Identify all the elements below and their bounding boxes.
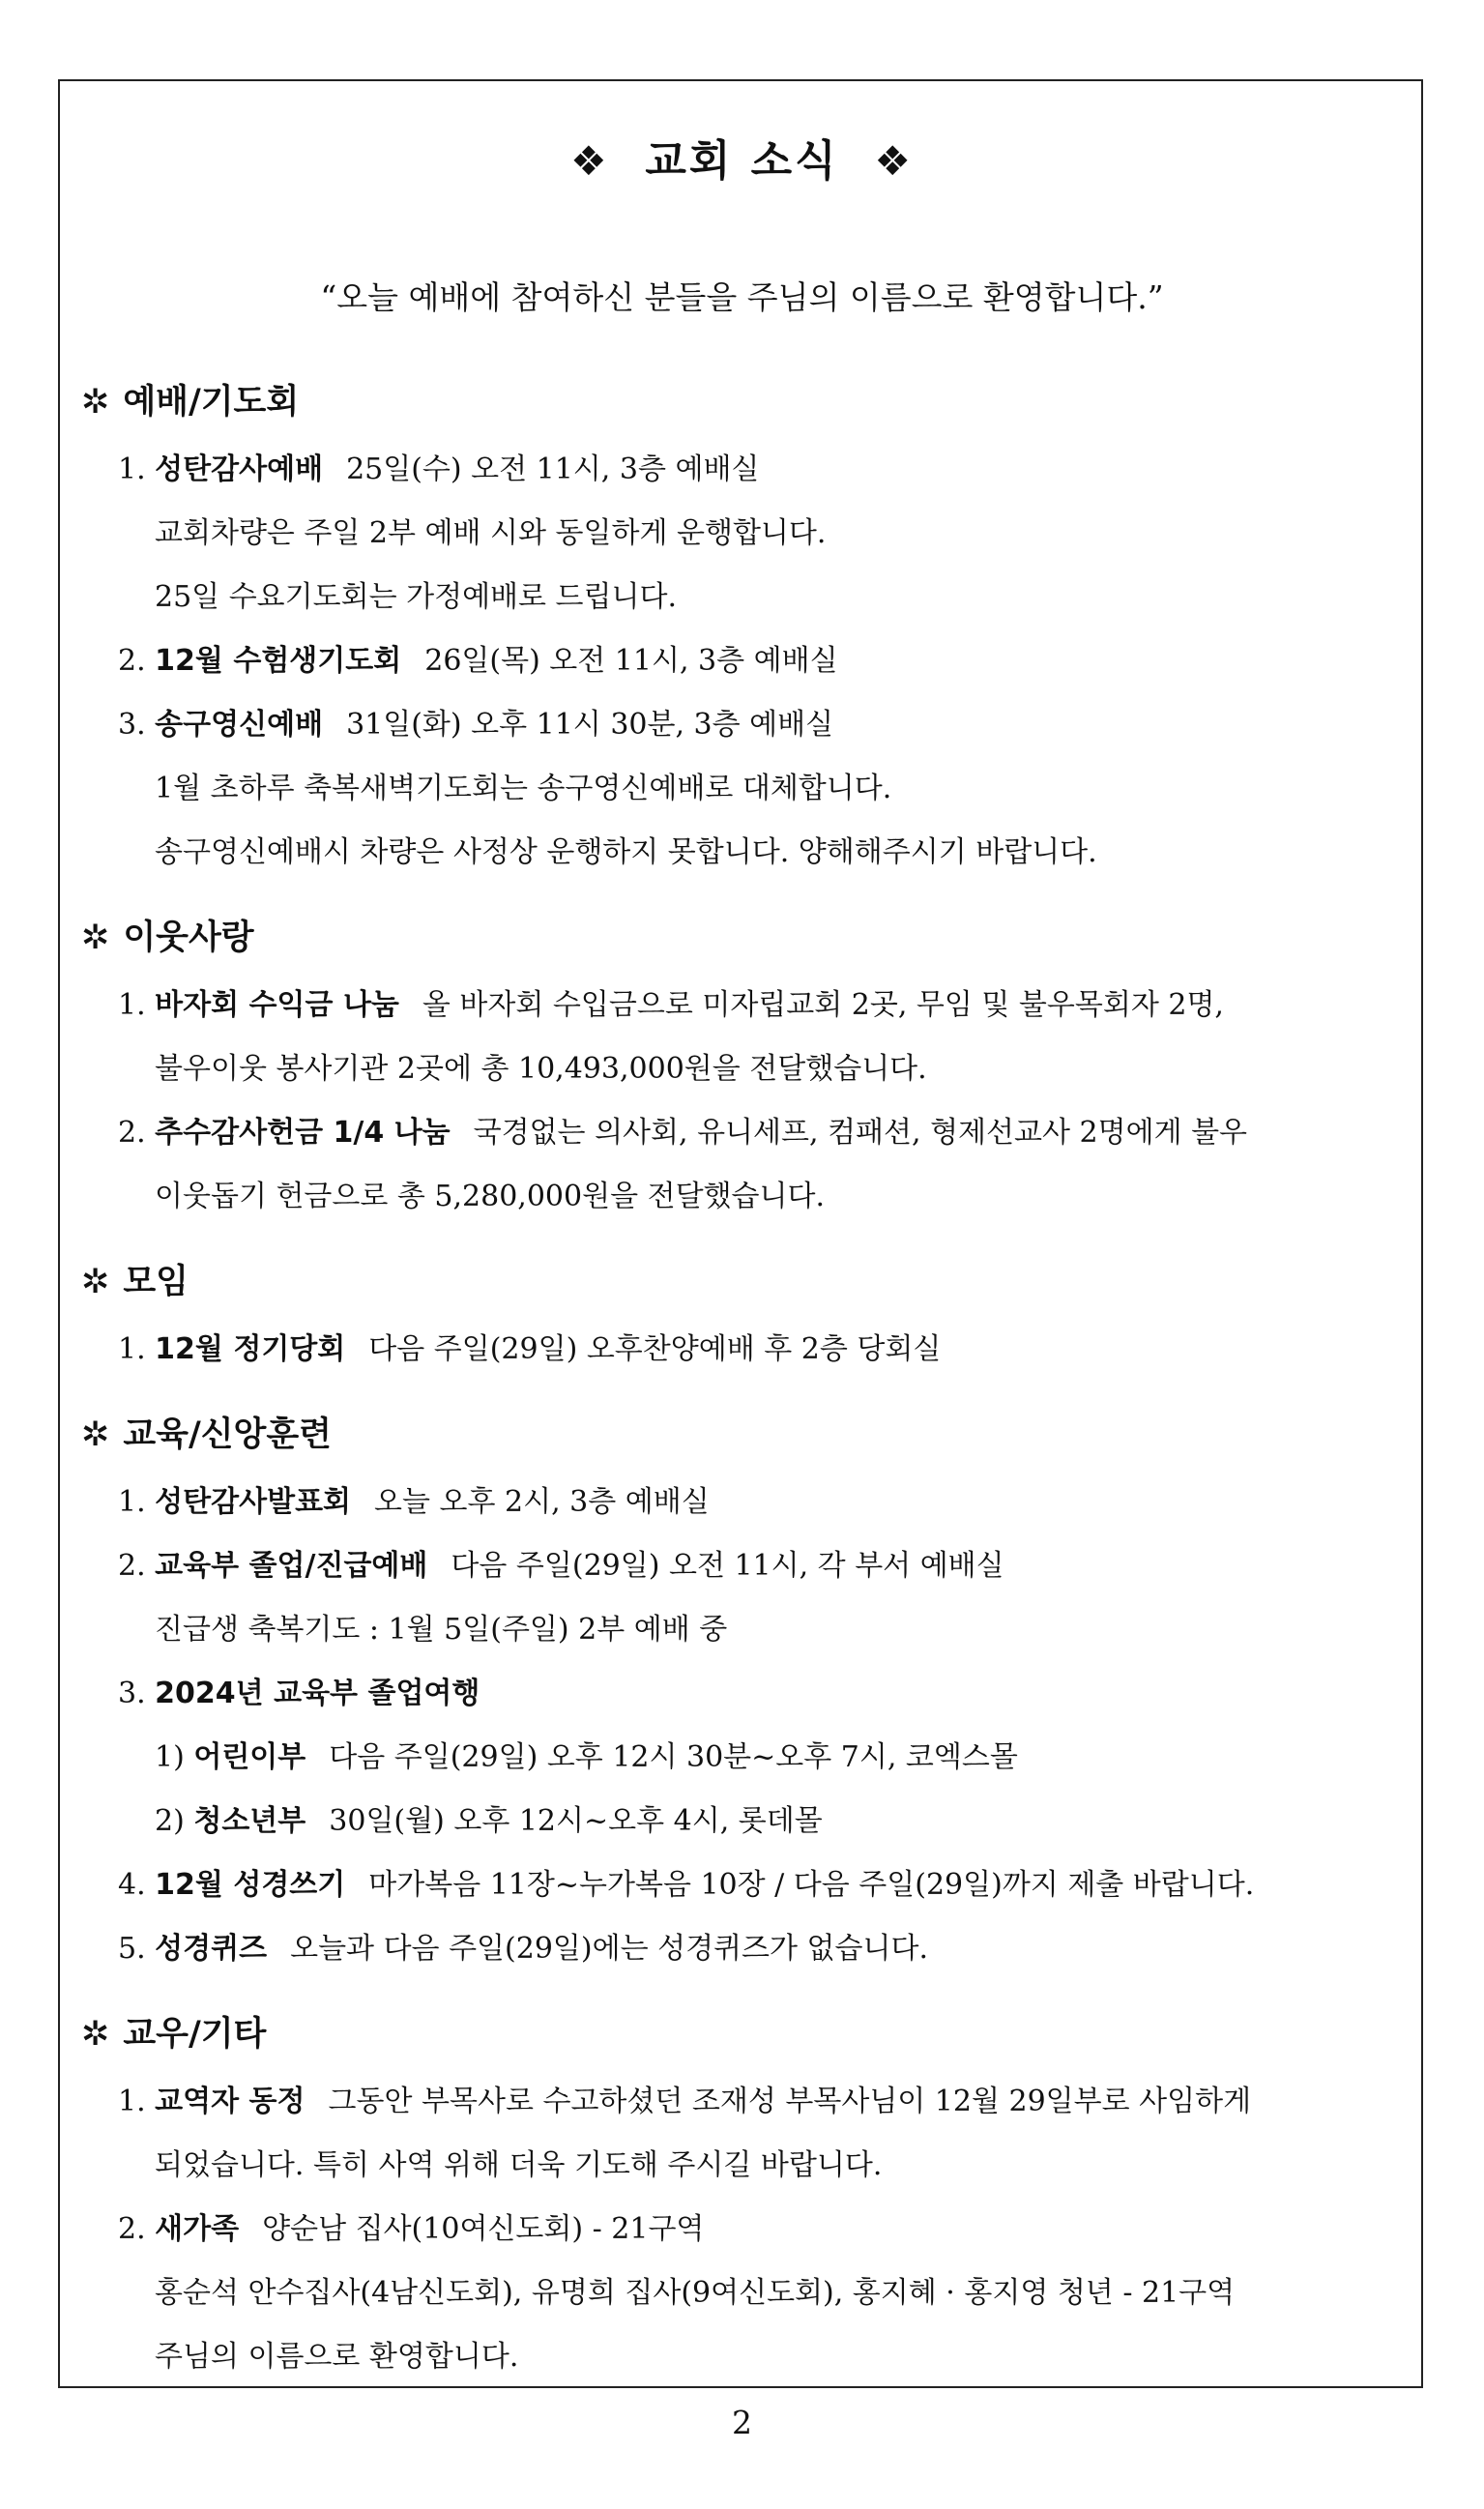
- star-bullet-icon: ✲: [81, 383, 110, 422]
- sub-item: [155, 1733, 1018, 1775]
- sub-item-number: 2): [155, 1804, 185, 1838]
- section-meeting: [81, 1255, 189, 1303]
- star-bullet-icon: ✲: [81, 919, 110, 957]
- item-text: 올 바자회 수입금으로 미자립교회 2곳, 무임 및 불우목회자 2명,: [422, 988, 1224, 1022]
- item-number: 4.: [118, 1868, 146, 1902]
- item-text: 오늘과 다음 주일(29일)에는 성경퀴즈가 없습니다.: [290, 1932, 928, 1966]
- item-text: 26일(목) 오전 11시, 3층 예배실: [424, 644, 838, 678]
- title-text: 교회 소식: [645, 136, 839, 186]
- item-number: 1.: [118, 2085, 146, 2118]
- item-detail: 1월 초하루 축복새벽기도회는 송구영신예배로 대체합니다.: [155, 772, 892, 805]
- item-text: 다음 주일(29일) 오전 11시, 각 부서 예배실: [451, 1549, 1004, 1583]
- item-label: 추수감사헌금 1/4 나눔: [155, 1116, 451, 1150]
- list-item: [118, 445, 759, 487]
- item-label: 새가족: [155, 2212, 240, 2246]
- section-neighbor-love: [81, 911, 254, 959]
- diamond-ornament-icon: ❖: [874, 137, 914, 185]
- item-detail: 진급생 축복기도 : 1월 5일(주일) 2부 예배 중: [155, 1613, 728, 1647]
- diamond-ornament-icon: ❖: [570, 137, 610, 185]
- item-detail: 교회차량은 주일 2부 예배 시와 동일하게 운행합니다.: [155, 516, 827, 550]
- item-label: 성탄감사발표회: [155, 1485, 352, 1519]
- item-number: 3.: [118, 1677, 146, 1710]
- item-label: 12월 성경쓰기: [155, 1868, 346, 1902]
- item-number: 1.: [118, 1332, 146, 1366]
- list-item: [118, 700, 833, 743]
- star-bullet-icon: ✲: [81, 1263, 110, 1301]
- item-detail: 25일 수요기도회는 가정예배로 드립니다.: [155, 580, 677, 614]
- item-label: 송구영신예배: [155, 708, 324, 742]
- item-text: 국경없는 의사회, 유니세프, 컴패션, 형제선교사 2명에게 불우: [473, 1116, 1248, 1150]
- item-number: 1.: [118, 1485, 146, 1519]
- list-item: [118, 980, 1224, 1023]
- page-number: 2: [732, 2404, 752, 2441]
- item-number: 3.: [118, 708, 146, 742]
- sub-item-label: 어린이부: [193, 1740, 306, 1774]
- item-number: 1.: [118, 452, 146, 486]
- section-education: [81, 1408, 332, 1456]
- sub-item: [155, 1796, 823, 1839]
- item-label: 교육부 졸업/진급예배: [155, 1549, 428, 1583]
- page-title: [0, 126, 1484, 188]
- item-text: 오늘 오후 2시, 3층 예배실: [374, 1485, 710, 1519]
- item-number: 2.: [118, 2212, 146, 2246]
- section-title: 교우/기타: [123, 2015, 267, 2054]
- list-item: [118, 2204, 704, 2247]
- list-item: [118, 1325, 941, 1367]
- sub-item-number: 1): [155, 1740, 185, 1774]
- section-title: 교육/신앙훈련: [123, 1415, 332, 1454]
- section-title: 모임: [123, 1263, 189, 1301]
- item-text: 마가복음 11장~누가복음 10장 / 다음 주일(29일)까지 제출 바랍니다.: [368, 1868, 1255, 1902]
- section-title: 이웃사랑: [123, 919, 254, 957]
- list-item: [118, 1108, 1247, 1151]
- item-text: 양순남 집사(10여신도회) - 21구역: [262, 2212, 705, 2246]
- sub-item-text: 30일(월) 오후 12시~오후 4시, 롯데몰: [329, 1804, 823, 1838]
- item-label: 성탄감사예배: [155, 452, 324, 486]
- item-number: 1.: [118, 988, 146, 1022]
- item-label: 교역자 동정: [155, 2085, 306, 2118]
- list-item: [118, 1669, 480, 1711]
- item-label: 12월 수험생기도회: [155, 644, 402, 678]
- sub-item-text: 다음 주일(29일) 오후 12시 30분~오후 7시, 코엑스몰: [329, 1740, 1018, 1774]
- list-item: [118, 2077, 1251, 2119]
- item-text: 다음 주일(29일) 오후찬양예배 후 2층 당회실: [368, 1332, 942, 1366]
- item-label: 성경퀴즈: [155, 1932, 268, 1966]
- item-text: 그동안 부목사로 수고하셨던 조재성 부목사님이 12월 29일부로 사임하게: [328, 2085, 1252, 2118]
- item-label: 2024년 교육부 졸업여행: [155, 1677, 480, 1710]
- item-text: 31일(화) 오후 11시 30분, 3층 예배실: [346, 708, 834, 742]
- item-detail: 이웃돕기 헌금으로 총 5,280,000원을 전달했습니다.: [155, 1180, 826, 1213]
- star-bullet-icon: ✲: [81, 1415, 110, 1454]
- list-item: [118, 1477, 710, 1520]
- item-number: 2.: [118, 644, 146, 678]
- item-detail: 홍순석 안수집사(4남신도회), 유명희 집사(9여신도회), 홍지혜 · 홍지영 청년 - 21구역: [155, 2276, 1236, 2310]
- item-detail: 주님의 이름으로 환영합니다.: [155, 2340, 519, 2374]
- section-members: [81, 2007, 266, 2056]
- item-label: 12월 정기당회: [155, 1332, 346, 1366]
- item-number: 2.: [118, 1549, 146, 1583]
- item-text: 25일(수) 오전 11시, 3층 예배실: [346, 452, 760, 486]
- welcome-message: “오늘 예배에 참여하신 분들을 주님의 이름으로 환영합니다.”: [320, 278, 1164, 316]
- list-item: [118, 636, 838, 679]
- item-label: 바자회 수익금 나눔: [155, 988, 399, 1022]
- item-detail: 되었습니다. 특히 사역 위해 더욱 기도해 주시길 바랍니다.: [155, 2148, 883, 2182]
- item-number: 2.: [118, 1116, 146, 1150]
- list-item: [118, 1860, 1254, 1903]
- section-title: 예배/기도회: [123, 383, 300, 422]
- item-number: 5.: [118, 1932, 146, 1966]
- item-detail: 송구영신예배시 차량은 사정상 운행하지 못합니다. 양해해주시기 바랍니다.: [155, 835, 1097, 869]
- section-worship: [81, 375, 299, 423]
- item-detail: 불우이웃 봉사기관 2곳에 총 10,493,000원을 전달했습니다.: [155, 1052, 927, 1086]
- star-bullet-icon: ✲: [81, 2015, 110, 2054]
- sub-item-label: 청소년부: [193, 1804, 306, 1838]
- list-item: [118, 1541, 1004, 1584]
- list-item: [118, 1924, 928, 1967]
